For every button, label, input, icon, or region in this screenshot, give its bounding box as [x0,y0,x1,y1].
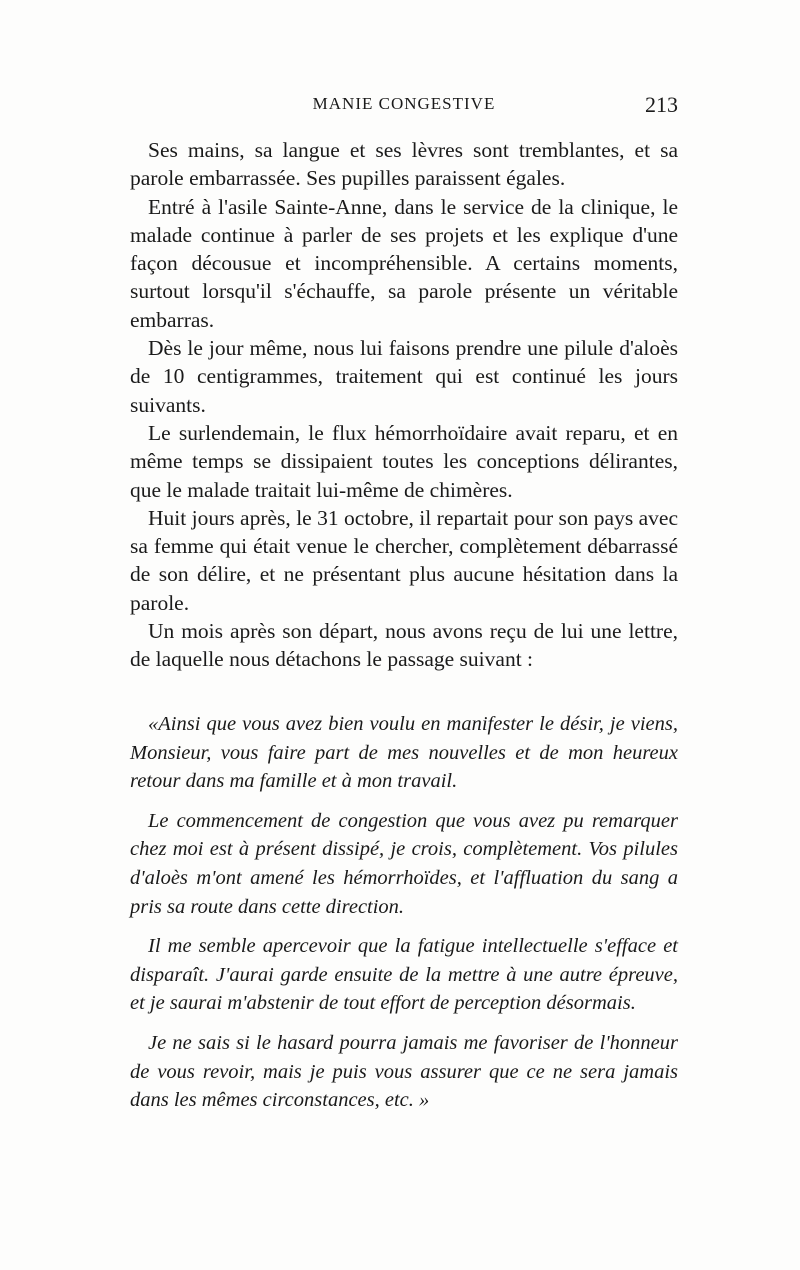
paragraph: Huit jours après, le 31 octobre, il repartait pour son pays avec sa femme qui était venue le chercher, complètement débarrassé de son délire, et ne présentant plus aucune hésitation dans la parole. [130,505,678,615]
letter-paragraph: «Ainsi que vous avez bien voulu en manifester le désir, je viens, Monsieur, vous faire part de mes nouvelles et de mon heureux retour dans ma famille et à mon travail. [130,713,678,793]
paragraph: Entré à l'asile Sainte-Anne, dans le service de la clinique, le malade continue à parler de ses projets et les explique d'une façon décousue et incompréhensible. A certains moments, surtout lorsqu'il s'échauffe, sa parole présente un véritable embarras. [130,194,678,332]
letter-paragraph: Il me semble apercevoir que la fatigue intellectuelle s'efface et disparaît. J'aurai garde ensuite de la mettre à une autre épreuve, et je saurai m'abstenir de tout effort de perception désormais. [130,935,678,1015]
letter-paragraph: Le commencement de congestion que vous avez pu remarquer chez moi est à présent dissipé, je crois, complètement. Vos pilules d'aloès m'ont amené les hémorrhoïdes, et l'affluation du sang a pris sa route dans cette direction. [130,809,678,918]
quoted-letter [130,710,678,1115]
paragraph: Le surlendemain, le flux hémorrhoïdaire avait reparu, et en même temps se dissipaient toutes les conceptions délirantes, que le malade traitait lui-même de chimères. [130,420,678,502]
running-head [130,92,678,118]
paragraph: Dès le jour même, nous lui faisons prendre une pilule d'aloès de 10 centigrammes, traitement qui est continué les jours suivants. [130,336,678,417]
paragraph: Ses mains, sa langue et ses lèvres sont tremblantes, et sa parole embarrassée. Ses pupilles paraissent égales. [130,138,678,191]
letter-paragraph: Je ne sais si le hasard pourra jamais me favoriser de l'honneur de vous revoir, mais je puis vous assurer que ce ne sera jamais dans les mêmes circonstances, etc. » [130,1031,678,1112]
running-title: MANIE CONGESTIVE [312,94,496,113]
paragraph: Un mois après son départ, nous avons reçu de lui une lettre, de laquelle nous détachons le passage suivant : [130,619,678,672]
body-text [130,136,678,674]
page-number: 213 [645,92,678,117]
